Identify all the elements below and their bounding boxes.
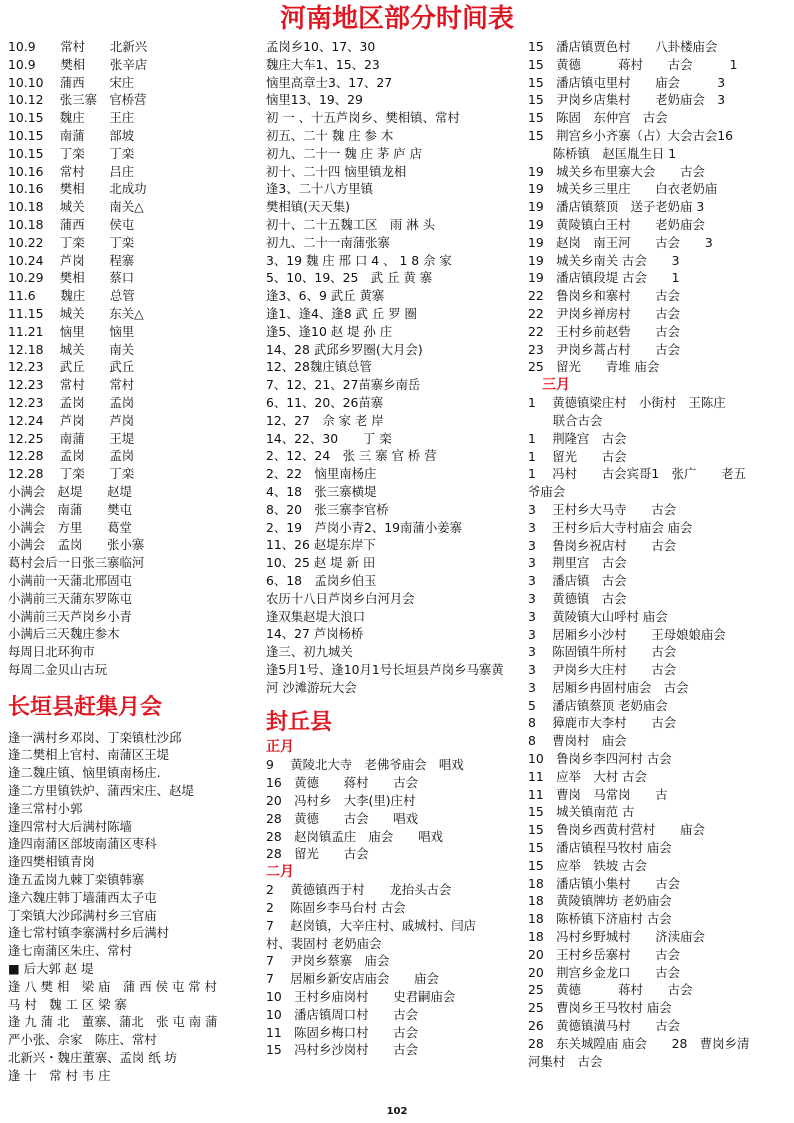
- schedule-line: 15 潘店镇程马牧村 庙会: [528, 840, 672, 856]
- schedule-line: 12.28 丁栾 丁栾: [8, 466, 135, 482]
- schedule-line: 15 陈固 东仲宫 古会: [528, 110, 668, 126]
- schedule-line: 初 一 、十五芦岗乡、樊相镇、常村: [266, 110, 460, 126]
- schedule-line: 10.16 常村 吕庄: [8, 163, 135, 179]
- schedule-line: 逢3、二十八方里镇: [266, 181, 374, 197]
- schedule-line: 22 王村乡前赵砦 古会: [528, 323, 681, 339]
- schedule-line: 逢 十 常 村 韦 庄: [8, 1067, 111, 1083]
- column-middle: [266, 38, 528, 1059]
- schedule-line: 12、28魏庄镇总管: [266, 359, 372, 375]
- schedule-line: 3 尹岗乡大庄村 古会: [528, 662, 677, 678]
- schedule-line: 小满会 孟岗 张小寨: [8, 537, 145, 553]
- changyuan-market-list: [8, 729, 258, 1085]
- schedule-line: 23 尹岗乡蒿占村 古会: [528, 341, 681, 357]
- schedule-line: 19 赵岗 南王河 古会 3: [528, 234, 713, 250]
- schedule-line: 10.9 常村 北新兴: [8, 39, 148, 54]
- schedule-line: 10.10 蒲西 宋庄: [8, 74, 135, 90]
- schedule-line: 6、18 孟岗乡伯玉: [266, 572, 377, 588]
- schedule-line: 2、19 芦岗小青2、19南蒲小姜寨: [266, 519, 462, 535]
- schedule-list-left: [8, 38, 258, 679]
- schedule-line: 22 鲁岗乡和寨村 古会: [528, 288, 681, 304]
- schedule-line: 每周二金贝山古玩: [8, 661, 108, 677]
- schedule-line: 恼里高章士3、17、27: [266, 74, 393, 90]
- schedule-line: 11 陈固乡梅口村 古会: [266, 1024, 419, 1040]
- schedule-line: 逢五孟岗九棘丁栾镇韩寨: [8, 872, 145, 888]
- schedule-line: 3 黄陵镇大山呼村 庙会: [528, 608, 668, 624]
- schedule-line: 4、18 张三寨横堤: [266, 483, 377, 499]
- schedule-line: 10、25 赵 堤 新 田: [266, 555, 376, 571]
- schedule-line: 20 王村乡岳寨村 古会: [528, 946, 681, 962]
- section-title-fengqiu: 封丘县: [266, 710, 333, 736]
- schedule-line: 14、27 芦岗杨桥: [266, 626, 364, 642]
- schedule-line: 7、12、21、27苗寨乡南岳: [266, 377, 421, 393]
- schedule-line: 10.15 魏庄 王庄: [8, 110, 135, 126]
- schedule-line: 14、22、30 丁 栾: [266, 430, 392, 446]
- schedule-line: 1 黄德镇梁庄村 小街村 王陈庄: [528, 395, 726, 411]
- schedule-line: 10.18 蒲西 侯屯: [8, 216, 135, 232]
- schedule-line: 15 荆宫乡小齐寨（占）大会古会16: [528, 127, 734, 143]
- schedule-line: 马 村 魏 工 区 梁 寨: [8, 996, 127, 1012]
- schedule-line: 逢5、逢10 赵 堤 孙 庄: [266, 323, 393, 339]
- schedule-line: 初五、二十 魏 庄 参 木: [266, 127, 394, 143]
- schedule-line: 葛村会后一日张三寨临河: [8, 555, 145, 571]
- month-label-1: 正月: [266, 739, 294, 756]
- schedule-line: 10.16 樊相 北成功: [8, 181, 147, 197]
- schedule-line: 22 尹岗乡禅房村 古会: [528, 305, 681, 321]
- schedule-line: 10 鲁岗乡李四河村 古会: [528, 751, 672, 767]
- schedule-line: 2、22 恼里南杨庄: [266, 466, 377, 482]
- schedule-line: 7 尹岗乡蔡寨 庙会: [266, 953, 390, 969]
- schedule-line: 小满前三天芦岗乡小青: [8, 608, 132, 624]
- schedule-line: 逢 八 樊 相 梁 庙 蒲 西 侯 屯 常 村: [8, 978, 217, 994]
- schedule-line: 2、12、24 张 三 寨 官 桥 营: [266, 448, 437, 464]
- schedule-line: 10.22 丁栾 丁栾: [8, 234, 135, 250]
- schedule-line: 逢六魏庄韩丁墙蒲西太子屯: [8, 889, 157, 905]
- schedule-line: 11、26 赵堤东岸下: [266, 537, 376, 553]
- schedule-line: 15 鲁岗乡西黄村营村 庙会: [528, 822, 705, 838]
- schedule-line: 10.29 樊相 蔡口: [8, 270, 135, 286]
- schedule-line: 12.23 孟岗 孟岗: [8, 394, 135, 410]
- schedule-line: 3 陈固镇牛所村 古会: [528, 644, 677, 660]
- schedule-line: 15 潘店镇贾色村 八卦楼庙会: [528, 39, 718, 54]
- schedule-line: 28 黄德 古会 唱戏: [266, 810, 419, 826]
- schedule-line: 逢二樊相上官村、南蒲区王堤: [8, 747, 170, 763]
- schedule-line: 11 应举 大村 古会: [528, 768, 647, 784]
- schedule-line: 逢四樊相镇青岗: [8, 854, 95, 870]
- schedule-line: 逢七常村镇李寨满村乡后满村: [8, 925, 170, 941]
- schedule-line: 18 潘店镇小集村 古会: [528, 875, 681, 891]
- schedule-line: 15 城关镇南范 古: [528, 804, 635, 820]
- schedule-line: 3 居厢乡小沙村 王母娘娘庙会: [528, 626, 726, 642]
- schedule-line: 10.15 南蒲 部坡: [8, 127, 135, 143]
- schedule-line: 15 冯村乡沙岗村 古会: [266, 1042, 419, 1058]
- schedule-line: 初十、二十五魏工区 雨 淋 头: [266, 216, 435, 232]
- schedule-line: 3 潘店镇 古会: [528, 573, 627, 589]
- schedule-line: 11 曹岗 马常岗 古: [528, 786, 668, 802]
- schedule-line: 20 荆宫乡金龙口 古会: [528, 964, 681, 980]
- schedule-line: 逢二魏庄镇、恼里镇南杨庄.: [8, 765, 161, 781]
- schedule-line: 每周日北环狗市: [8, 644, 95, 660]
- schedule-line: 逢5月1号、逢10月1号长垣县芦岗乡马寨黄: [266, 661, 504, 677]
- schedule-line: 小满前三天蒲东罗陈屯: [8, 590, 132, 606]
- schedule-line: 逢七南蒲区朱庄、常村: [8, 943, 132, 959]
- schedule-line: 初九、二十一 魏 庄 茅 庐 店: [266, 145, 422, 161]
- schedule-line: 10.9 樊相 张辛店: [8, 56, 148, 72]
- fengqiu-month2-list: [266, 881, 528, 1059]
- schedule-list-right: [528, 38, 786, 376]
- schedule-line: 25 曹岗乡王马牧村 庙会: [528, 1000, 672, 1016]
- schedule-line: 10.12 张三寨 官桥营: [8, 92, 147, 108]
- schedule-line: 7 居厢乡新安店庙会 庙会: [266, 971, 439, 987]
- schedule-line: 5、10、19、25 武 丘 黄 寨: [266, 270, 433, 286]
- section-title-changyuan: 长垣县赶集月会: [8, 694, 163, 720]
- schedule-line: 11.21 恼里 恼里: [8, 323, 135, 339]
- schedule-line: 联合古会: [528, 412, 603, 428]
- schedule-line: 10.15 丁栾 丁栾: [8, 145, 135, 161]
- schedule-line: 严小张、佘家 陈庄、常村: [8, 1032, 157, 1048]
- schedule-line: 25 留光 青堆 庙会: [528, 359, 660, 375]
- schedule-line: 10 王村乡庙岗村 史君嗣庙会: [266, 989, 456, 1005]
- schedule-line: 小满会 南蒲 樊屯: [8, 501, 132, 517]
- schedule-line: 魏庄大车1、15、23: [266, 56, 380, 72]
- schedule-line: 8、20 张三寨李官桥: [266, 501, 389, 517]
- schedule-line: 19 城关乡布里寨大会 古会: [528, 163, 705, 179]
- schedule-line: 8 獐鹿市大李村 古会: [528, 715, 677, 731]
- schedule-list-middle: [266, 38, 528, 696]
- schedule-line: 小满后三天魏庄参木: [8, 626, 120, 642]
- schedule-line: 16 黄德 蒋村 古会: [266, 775, 419, 791]
- schedule-line: 26 黄德镇潢马村 古会: [528, 1018, 681, 1034]
- schedule-line: 28 赵岗镇孟庄 庙会 唱戏: [266, 828, 443, 844]
- schedule-line: 逢四常村大后满村陈墙: [8, 818, 132, 834]
- schedule-line: 逢一满村乡邓岗、丁栾镇杜沙邱: [8, 729, 182, 745]
- schedule-line: 村、裴固村 老奶庙会: [266, 935, 382, 951]
- schedule-line: 逢二方里镇铁炉、蒲西宋庄、赵堤: [8, 783, 194, 799]
- schedule-line: 10.24 芦岗 程寨: [8, 252, 135, 268]
- schedule-line: 小满会 方里 葛堂: [8, 519, 132, 535]
- month-label-3: 三月: [542, 377, 570, 394]
- schedule-line: 11.6 魏庄 总管: [8, 288, 135, 304]
- schedule-line: 10 潘店镇周口村 古会: [266, 1006, 419, 1022]
- schedule-line: 28 留光 古会: [266, 846, 369, 862]
- schedule-line: 丁栾镇大沙邱满村乡三官庙: [8, 907, 157, 923]
- schedule-line: 15 潘店镇屯里村 庙会 3: [528, 74, 726, 90]
- schedule-line: 12、27 佘 家 老 岸: [266, 412, 384, 428]
- schedule-line: 18 黄陵镇牌坊 老奶庙会: [528, 893, 672, 909]
- schedule-line: 28 东关城隍庙 庙会 28 曹岗乡清: [528, 1035, 750, 1051]
- schedule-line: 逢双集赵堤大浪口: [266, 608, 366, 624]
- schedule-line: 3 荆里宫 古会: [528, 555, 627, 571]
- schedule-line: 北新兴・魏庄董寨、孟岗 纸 坊: [8, 1050, 177, 1066]
- schedule-line: 3 王村乡大马寺 古会: [528, 501, 677, 517]
- schedule-line: 12.25 南蒲 王堤: [8, 430, 135, 446]
- schedule-line: 12.23 武丘 武丘: [8, 359, 135, 375]
- schedule-line: 25 黄德 蒋村 古会: [528, 982, 693, 998]
- schedule-line: 3 鲁岗乡祝店村 古会: [528, 537, 677, 553]
- schedule-line: 15 尹岗乡店集村 老奶庙会 3: [528, 92, 726, 108]
- schedule-line: 19 城关乡南关 古会 3: [528, 252, 680, 268]
- schedule-line: 19 黄陵镇白王村 老奶庙会: [528, 216, 705, 232]
- schedule-line: 3 居厢乡冉固村庙会 古会: [528, 679, 689, 695]
- schedule-line: 农历十八日芦岗乡白河月会: [266, 590, 415, 606]
- schedule-line: 逢四南蒲区部坡南蒲区枣科: [8, 836, 157, 852]
- schedule-line: 19 潘店镇段堤 古会 1: [528, 270, 680, 286]
- column-right: [528, 38, 786, 1070]
- schedule-line: 1 冯村 古会宾哥1 张广 老五: [528, 466, 746, 482]
- schedule-line: 18 冯村乡野城村 济渎庙会: [528, 929, 705, 945]
- schedule-line: 小满会 赵堤 赵堤: [8, 483, 132, 499]
- schedule-line: 3、19 魏 庄 邢 口 4 、 1 8 佘 家: [266, 252, 452, 268]
- schedule-line: 12.24 芦岗 芦岗: [8, 412, 135, 428]
- schedule-line: 河集村 古会: [528, 1053, 603, 1069]
- schedule-line: 河 沙滩游玩大会: [266, 679, 357, 695]
- schedule-line: 14、28 武邱乡罗圈(大月会): [266, 341, 423, 357]
- schedule-line: 恼里13、19、29: [266, 92, 363, 108]
- schedule-line: 19 城关乡三里庄 白衣老奶庙: [528, 181, 718, 197]
- schedule-line: 陈桥镇 赵匡胤生日 1: [528, 145, 677, 161]
- schedule-line: 6、11、20、26苗寨: [266, 394, 384, 410]
- schedule-line: 小满前一天蒲北邢固屯: [8, 572, 132, 588]
- page-number: 102: [386, 1106, 408, 1117]
- schedule-line: 3 王村乡后大寺村庙会 庙会: [528, 519, 693, 535]
- schedule-line: 10.18 城关 南关△: [8, 199, 144, 215]
- schedule-line: 逢 九 蒲 北 董寨、蒲北 张 屯 南 蒲: [8, 1014, 218, 1030]
- schedule-line: 逢三常村小郭: [8, 800, 83, 816]
- column-left: [8, 38, 258, 1085]
- schedule-line: 逢1、逢4、逢8 武 丘 罗 圈: [266, 305, 417, 321]
- schedule-line: 初九、二十一南蒲张寨: [266, 234, 390, 250]
- schedule-line: 18 陈桥镇下济庙村 古会: [528, 911, 672, 927]
- schedule-line: 2 黄德镇西于村 龙抬头古会: [266, 882, 452, 898]
- schedule-line: 15 应举 铁坡 古会: [528, 857, 647, 873]
- schedule-line: 9 黄陵北大寺 老佛爷庙会 唱戏: [266, 757, 464, 773]
- schedule-line: 3 黄德镇 古会: [528, 590, 627, 606]
- schedule-line: ■ 后大郭 赵 堤: [8, 961, 94, 977]
- schedule-line: 樊相镇(天天集): [266, 199, 351, 215]
- schedule-line: 逢三、初九城关: [266, 644, 353, 660]
- schedule-line: 15 黄德 蒋村 古会 1: [528, 56, 738, 72]
- schedule-line: 5 潘店镇蔡顶 老奶庙会: [528, 697, 668, 713]
- schedule-line: 孟岗乡10、17、30: [266, 39, 376, 54]
- schedule-line: 19 潘店镇蔡顶 送子老奶庙 3: [528, 199, 705, 215]
- fengqiu-month3-list: [528, 394, 786, 1070]
- month-label-2: 二月: [266, 864, 294, 881]
- schedule-line: 20 冯村乡 大李(里)庄村: [266, 793, 416, 809]
- schedule-line: 12.18 城关 南关: [8, 341, 135, 357]
- schedule-line: 12.23 常村 常村: [8, 377, 135, 393]
- page-title: 河南地区部分时间表: [279, 4, 514, 34]
- schedule-line: 2 陈固乡李马台村 古会: [266, 900, 406, 916]
- schedule-line: 7 赵岗镇，大辛庄村、戚城村、闫店: [266, 917, 477, 933]
- fengqiu-month1-list: [266, 756, 528, 863]
- schedule-line: 1 荆隆宫 古会: [528, 430, 627, 446]
- schedule-line: 初十、二十四 恼里镇龙相: [266, 163, 407, 179]
- schedule-line: 爷庙会: [528, 484, 566, 500]
- schedule-line: 12.28 孟岗 孟岗: [8, 448, 135, 464]
- schedule-line: 逢3、6、9 武丘 黄寨: [266, 288, 385, 304]
- schedule-line: 1 留光 古会: [528, 448, 627, 464]
- schedule-line: 8 曹岗村 庙会: [528, 733, 627, 749]
- schedule-line: 11.15 城关 东关△: [8, 305, 144, 321]
